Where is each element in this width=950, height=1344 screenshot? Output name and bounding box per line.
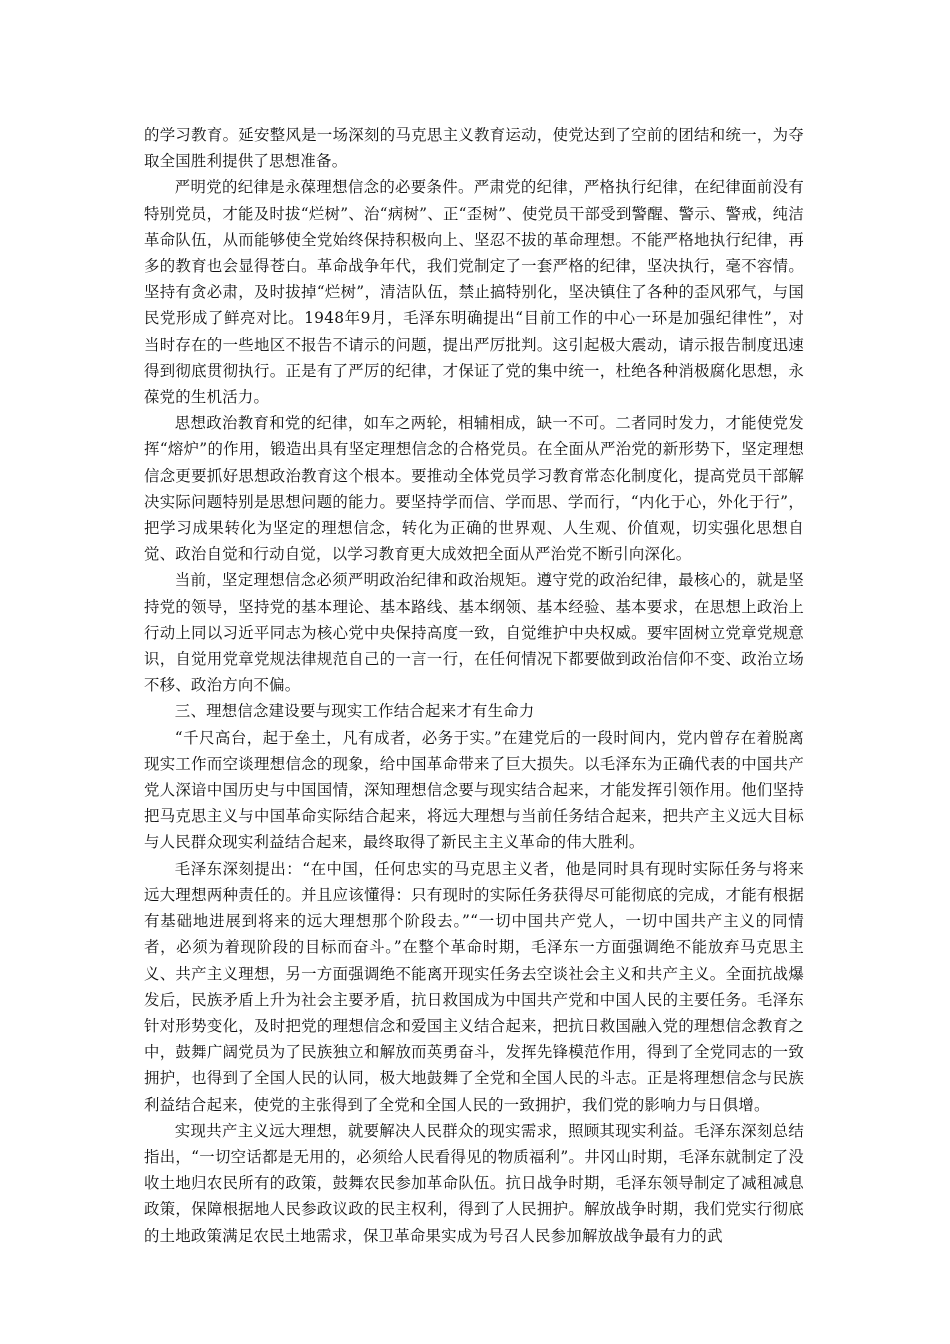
- paragraph-6: 毛泽东深刻提出：“在中国，任何忠实的马克思主义者，他是同时具有现时实际任务与将来远大理想两种责任的。并且应该懂得：只有现时的实际任务获得尽可能彻底的完成，才能有根据有基础地进展到将来的远大理想那个阶段去。”“一切中国共产党人，一切中国共产主义的同情者，必须为着现阶段的目标而奋斗。”在整个革命时期，毛泽东一方面强调绝不能放弃马克思主义、共产主义理想，另一方面强调绝不能离开现实任务去空谈社会主义和共产主义。全面抗战爆发后，民族矛盾上升为社会主要矛盾，抗日救国成为中国共产党和中国人民的主要任务。毛泽东针对形势变化，及时把党的理想信念和爱国主义结合起来，把抗日救国融入党的理想信念教育之中，鼓舞广阔党员为了民族独立和解放而英勇奋斗，发挥先锋模范作用，得到了全党同志的一致拥护，也得到了全国人民的认同，极大地鼓舞了全党和全国人民的斗志。正是将理想信念与民族利益结合起来，使党的主张得到了全党和全国人民的一致拥护，我们党的影响力与日俱增。: [144, 859, 804, 1114]
- paragraph-4: 当前，坚定理想信念必须严明政治纪律和政治规矩。遵守党的政治纪律，最核心的，就是坚持党的领导，坚持党的基本理论、基本路线、基本纲领、基本经验、基本要求，在思想上政治上行动上同以习近平同志为核心党中央保持高度一致，自觉维护中央权威。要牢固树立党章党规意识，自觉用党章党规法律规范自己的一言一行，在任何情况下都要做到政治信仰不变、政治立场不移、政治方向不偏。: [144, 571, 804, 695]
- paragraph-2: 严明党的纪律是永葆理想信念的必要条件。严肃党的纪律，严格执行纪律，在纪律面前没有特别党员，才能及时拔“烂树”、治“病树”、正“歪树”、使党员干部受到警醒、警示、警戒，纯洁革命队伍，从而能够使全党始终保持积极向上、坚忍不拔的革命理想。不能严格地执行纪律，再多的教育也会显得苍白。革命战争年代，我们党制定了一套严格的纪律，坚决执行，毫不容情。坚持有贪必肃，及时拔掉“烂树”，清洁队伍，禁止搞特别化，坚决镇住了各种的歪风邪气，与国民党形成了鲜亮对比。1948年9月，毛泽东明确提出“目前工作的中心一环是加强纪律性”，对当时存在的一些地区不报告不请示的问题，提出严厉批判。这引起极大震动，请示报告制度迅速得到彻底贯彻执行。正是有了严厉的纪律，才保证了党的集中统一，杜绝各种消极腐化思想，永葆党的生机活力。: [144, 178, 804, 407]
- document-page: [144, 122, 804, 1249]
- paragraph-3: 思想政治教育和党的纪律，如车之两轮，相辅相成，缺一不可。二者同时发力，才能使党发挥“熔炉”的作用，锻造出具有坚定理想信念的合格党员。在全面从严治党的新形势下，坚定理想信念更要抓好思想政治教育这个根本。要推动全体党员学习教育常态化制度化，提高党员干部解决实际问题特别是思想问题的能力。要坚持学而信、学而思、学而行，“内化于心，外化于行”，把学习成果转化为坚定的理想信念，转化为正确的世界观、人生观、价值观，切实强化思想自觉、政治自觉和行动自觉，以学习教育更大成效把全面从严治党不断引向深化。: [144, 414, 804, 564]
- paragraph-5: “千尺高台，起于垒土，凡有成者，必务于实。”在建党后的一段时间内，党内曾存在着脱离现实工作而空谈理想信念的现象，给中国革命带来了巨大损失。以毛泽东为正确代表的中国共产党人深谙中国历史与中国国情，深知理想信念要与现实结合起来，才能发挥引领作用。他们坚持把马克思主义与中国革命实际结合起来，将远大理想与当前任务结合起来，把共产主义远大目标与人民群众现实利益结合起来，最终取得了新民主主义革命的伟大胜利。: [144, 728, 804, 852]
- paragraph-7: 实现共产主义远大理想，就要解决人民群众的现实需求，照顾其现实利益。毛泽东深刻总结指出，“一切空话都是无用的，必须给人民看得见的物质福利”。井冈山时期，毛泽东就制定了没收土地归农民所有的政策，鼓舞农民参加革命队伍。抗日战争时期，毛泽东领导制定了减租减息政策，保障根据地人民参政议政的民主权利，得到了人民拥护。解放战争时期，我们党实行彻底的土地政策满足农民土地需求，保卫革命果实成为号召人民参加解放战争最有力的武: [144, 1121, 804, 1245]
- paragraph-1: 的学习教育。延安整风是一场深刻的马克思主义教育运动，使党达到了空前的团结和统一，为夺取全国胜利提供了思想准备。: [144, 126, 804, 171]
- section-heading-3: 三、理想信念建设要与现实工作结合起来才有生命力: [174, 702, 535, 721]
